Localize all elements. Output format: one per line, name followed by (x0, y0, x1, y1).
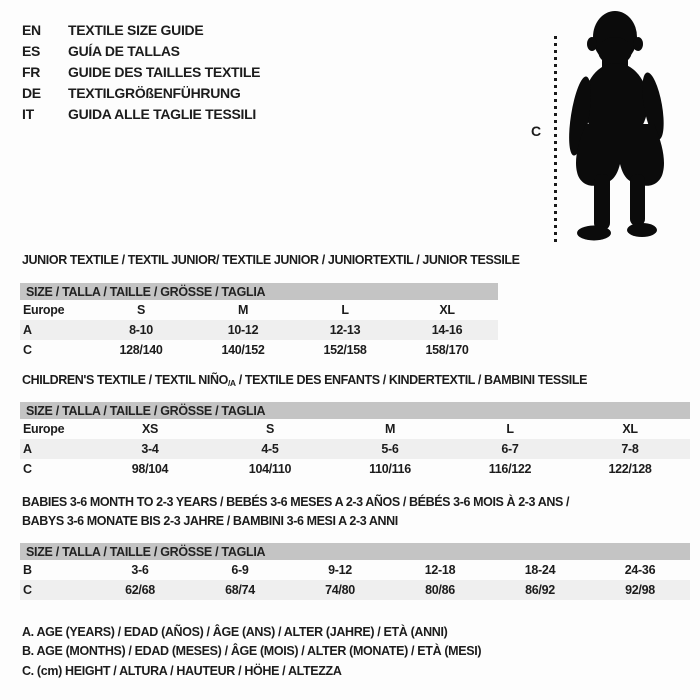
table-body (20, 300, 498, 360)
title-line-2: BABYS 3-6 MONATE BIS 2-3 JAHRE / BAMBINI 3-6 MESI A 2-3 ANNI (22, 514, 398, 528)
toddler-silhouette (558, 6, 698, 246)
note-c: C. (cm) HEIGHT / ALTURA / HAUTEUR / HÖHE / ALTEZZA (22, 663, 342, 678)
table-row (20, 320, 498, 340)
row-label: Europe (23, 303, 65, 317)
row-label: A (23, 442, 32, 456)
title-subscript: /A (227, 378, 236, 388)
table-cell: 104/110 (248, 462, 292, 476)
table-row (20, 300, 498, 320)
language-code: FR (22, 63, 41, 80)
table-cell: 116/122 (488, 462, 532, 476)
row-label: A (23, 323, 32, 337)
row-label: Europe (23, 422, 65, 436)
table-row (20, 459, 690, 479)
table-cell: 18-24 (524, 563, 556, 577)
table-cell: 3-4 (141, 442, 159, 456)
table-cell: S (136, 303, 146, 317)
table-cell: 62/68 (125, 583, 155, 597)
height-measure-label: C (531, 123, 542, 139)
row-label: C (23, 343, 32, 357)
language-label: TEXTILE SIZE GUIDE (68, 21, 204, 38)
table-cell: L (506, 422, 514, 436)
table-row (20, 580, 690, 600)
table-cell: 152/158 (323, 343, 367, 357)
table-cell: 3-6 (131, 563, 149, 577)
table-cell: 158/170 (425, 343, 469, 357)
table-cell: 6-7 (501, 442, 519, 456)
babies-table-title (22, 495, 569, 533)
language-row-en (22, 19, 260, 40)
title-text: / TEXTILE DES ENFANTS / KINDERTEXTIL / BAMBINI TESSILE (235, 373, 588, 387)
table-body (20, 419, 690, 479)
table-cell: 9-12 (328, 563, 352, 577)
table-cell: M (384, 422, 396, 436)
table-header-bar: SIZE / TALLA / TAILLE / GRÖSSE / TAGLIA (20, 402, 690, 419)
language-row-es (22, 40, 260, 61)
table-cell: 12-18 (424, 563, 456, 577)
language-label: GUIDA ALLE TAGLIE TESSILI (68, 105, 256, 122)
table-cell: 5-6 (381, 442, 399, 456)
language-row-it (22, 103, 260, 124)
title-text: JUNIOR TEXTILE / TEXTIL JUNIOR/ TEXTILE JUNIOR / JUNIORTEXTIL / JUNIOR TESSILE (22, 253, 520, 267)
language-label: TEXTILGRÖßENFÜHRUNG (68, 84, 241, 101)
row-label: C (23, 583, 32, 597)
language-row-de (22, 82, 260, 103)
table-body (20, 560, 690, 600)
language-code: ES (22, 42, 41, 59)
table-header-bar: SIZE / TALLA / TAILLE / GRÖSSE / TAGLIA (20, 543, 690, 560)
children-size-table (20, 402, 690, 479)
language-code: DE (22, 84, 41, 101)
table-cell: S (265, 422, 275, 436)
language-code: EN (22, 21, 41, 38)
table-cell: XL (622, 422, 638, 436)
row-label: B (23, 563, 32, 577)
table-cell: 80/86 (425, 583, 455, 597)
language-list (22, 19, 260, 124)
language-label: GUÍA DE TALLAS (68, 42, 180, 59)
table-cell: 4-5 (261, 442, 279, 456)
table-cell: 6-9 (231, 563, 249, 577)
children-table-title (22, 373, 587, 388)
table-header-bar: SIZE / TALLA / TAILLE / GRÖSSE / TAGLIA (20, 283, 498, 300)
table-row (20, 419, 690, 439)
table-cell: 14-16 (431, 323, 463, 337)
table-cell: XL (439, 303, 455, 317)
table-cell: 110/116 (369, 462, 411, 476)
table-cell: 74/80 (325, 583, 355, 597)
table-cell: 10-12 (227, 323, 259, 337)
language-row-fr (22, 61, 260, 82)
table-cell: XS (141, 422, 159, 436)
table-cell: 98/104 (131, 462, 169, 476)
note-a: A. AGE (YEARS) / EDAD (AÑOS) / ÂGE (ANS) / ALTER (JAHRE) / ETÀ (ANNI) (22, 624, 448, 639)
table-cell: 24-36 (624, 563, 656, 577)
table-cell: M (237, 303, 249, 317)
table-cell: 86/92 (525, 583, 555, 597)
table-cell: 12-13 (329, 323, 361, 337)
table-row (20, 340, 498, 360)
legend-notes (22, 622, 481, 681)
row-label: C (23, 462, 32, 476)
junior-table-title (22, 253, 520, 268)
language-label: GUIDE DES TAILLES TEXTILE (68, 63, 261, 80)
junior-size-table (20, 283, 498, 360)
table-cell: L (341, 303, 349, 317)
table-cell: 140/152 (221, 343, 265, 357)
table-cell: 68/74 (225, 583, 255, 597)
height-measure-dotted-line (554, 36, 557, 244)
language-code: IT (22, 105, 34, 122)
title-line-1: BABIES 3-6 MONTH TO 2-3 YEARS / BEBÉS 3-6 MESES A 2-3 AÑOS / BÉBÉS 3-6 MOIS À 2-3 ANS / (22, 495, 570, 509)
table-cell: 128/140 (119, 343, 163, 357)
table-cell: 122/128 (608, 462, 652, 476)
note-b: B. AGE (MONTHS) / EDAD (MESES) / ÂGE (MOIS) / ALTER (MONATE) / ETÀ (MESI) (22, 644, 482, 659)
table-cell: 92/98 (625, 583, 655, 597)
table-row (20, 439, 690, 459)
table-cell: 8-10 (129, 323, 153, 337)
table-cell: 7-8 (621, 442, 639, 456)
babies-size-table (20, 543, 690, 600)
table-row (20, 560, 690, 580)
title-text: CHILDREN'S TEXTILE / TEXTIL NIÑO (22, 373, 228, 387)
